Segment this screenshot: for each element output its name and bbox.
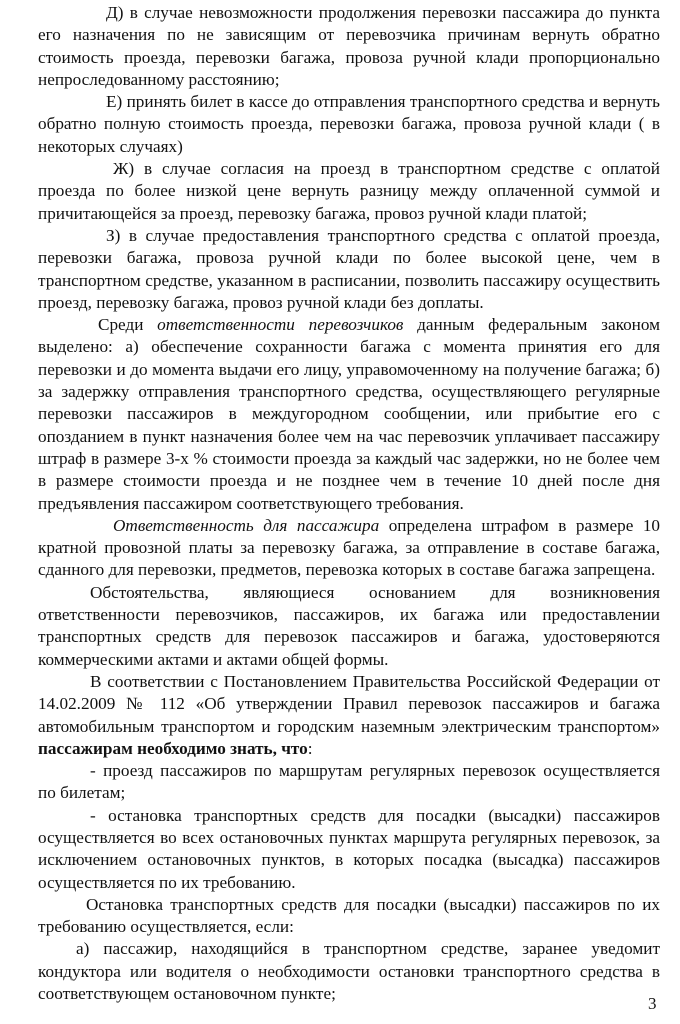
decree-colon: : — [307, 738, 313, 758]
carrier-liability-term: ответственности перевозчиков — [157, 315, 404, 335]
decree-text: В соответствии с Постановлением Правительства Российской Федерации от 14.02.2009 № 112 «Об утверждении Правил перевозок пассажиров и багажа автомобильным транспортом и городским наземным электрическим транспортом» — [38, 671, 660, 736]
decree-emphasis: пассажирам необходимо знать, что — [38, 738, 308, 758]
bullet-tickets: - проезд пассажиров по маршрутам регулярных перевозок осуществляется по билетам; — [38, 761, 660, 803]
bullet-stops: - остановка транспортных средств для посадки (высадки) пассажиров осуществляется во всех остановочных пунктах маршрута регулярных перевозок, за исключением остановочных пунктов, в которых посадка (высадка) пассажиров осуществляется по их требованию. — [38, 805, 660, 892]
paragraph-passenger-liability — [38, 515, 660, 582]
paragraph-a: а) пассажир, находящийся в транспортном средстве, заранее уведомит кондуктора или водителя о необходимости остановки транспортного средства в соответствующем остановочном пункте; — [38, 939, 660, 1004]
paragraph-zh: Ж) в случае согласия на проезд в транспортном средстве с оплатой проезда по более низкой цене вернуть разницу между оплаченной суммой и причитающейся за проезд, перевозку багажа, провоз ручной клади платой; — [38, 159, 660, 223]
carrier-liability-text: данным федеральным законом выделено: а) обеспечение сохранности багажа с момента принятия его для перевозки и до момента выдачи его лицу, управомоченному на получение багажа; б) за задержку отправления транспортного средства, осуществляющего регулярные перевозки пассажиров в междугородном сообщении, или прибытие его с опозданием в пункт назначения более чем на час перевозчик уплачивает пассажиру штраф в размере 3-х % стоимости проезда за каждый час задержки, но не более чем в размере стоимости проезда и не позднее чем в течение 10 дней после дня предъявления пассажиром соответствующего требования. — [38, 315, 661, 513]
page-number: 3 — [648, 994, 657, 1013]
paragraph-stop-on-request: Остановка транспортных средств для посадки (высадки) пассажиров по их требованию осуществляется, если: — [38, 894, 660, 937]
passenger-liability-term: Ответственность для пассажира — [113, 515, 380, 535]
document-body — [38, 2, 660, 1005]
passenger-liability-text: определена штрафом в размере 10 кратной провозной платы за перевозку багажа, за отправление в составе багажа, сданного для перевозки, предметов, перевозка которых в составе багажа запрещена. — [38, 515, 661, 580]
carrier-lead-text: Среди — [98, 315, 144, 335]
paragraph-e: Е) принять билет в кассе до отправления транспортного средства и вернуть обратно полную стоимость проезда, перевозки багажа, провоза ручной клади ( в некоторых случаях) — [38, 92, 660, 156]
paragraph-d: Д) в случае невозможности продолжения перевозки пассажира до пункта его назначения по не зависящим от перевозчика причинам вернуть обратно стоимость проезда, перевозки багажа, провоза ручной клади пропорционально непроследованному расстоянию; — [38, 3, 660, 89]
paragraph-carrier-liability — [38, 314, 660, 515]
paragraph-circumstances: Обстоятельства, являющиеся основанием для возникновения ответственности перевозчиков, пассажиров, их багажа или предоставлении транспортных средств для перевозок пассажиров и багажа, удостоверяются коммерческими актами и актами общей формы. — [38, 582, 660, 669]
paragraph-decree — [38, 671, 660, 760]
paragraph-z: З) в случае предоставления транспортного средства с оплатой проезда, перевозки багажа, провоза ручной клади по более высокой цене, чем в транспортном средстве, указанном в расписании, позволить пассажиру осуществить проезд, перевозку багажа, провоз ручной клади без доплаты. — [38, 225, 660, 312]
